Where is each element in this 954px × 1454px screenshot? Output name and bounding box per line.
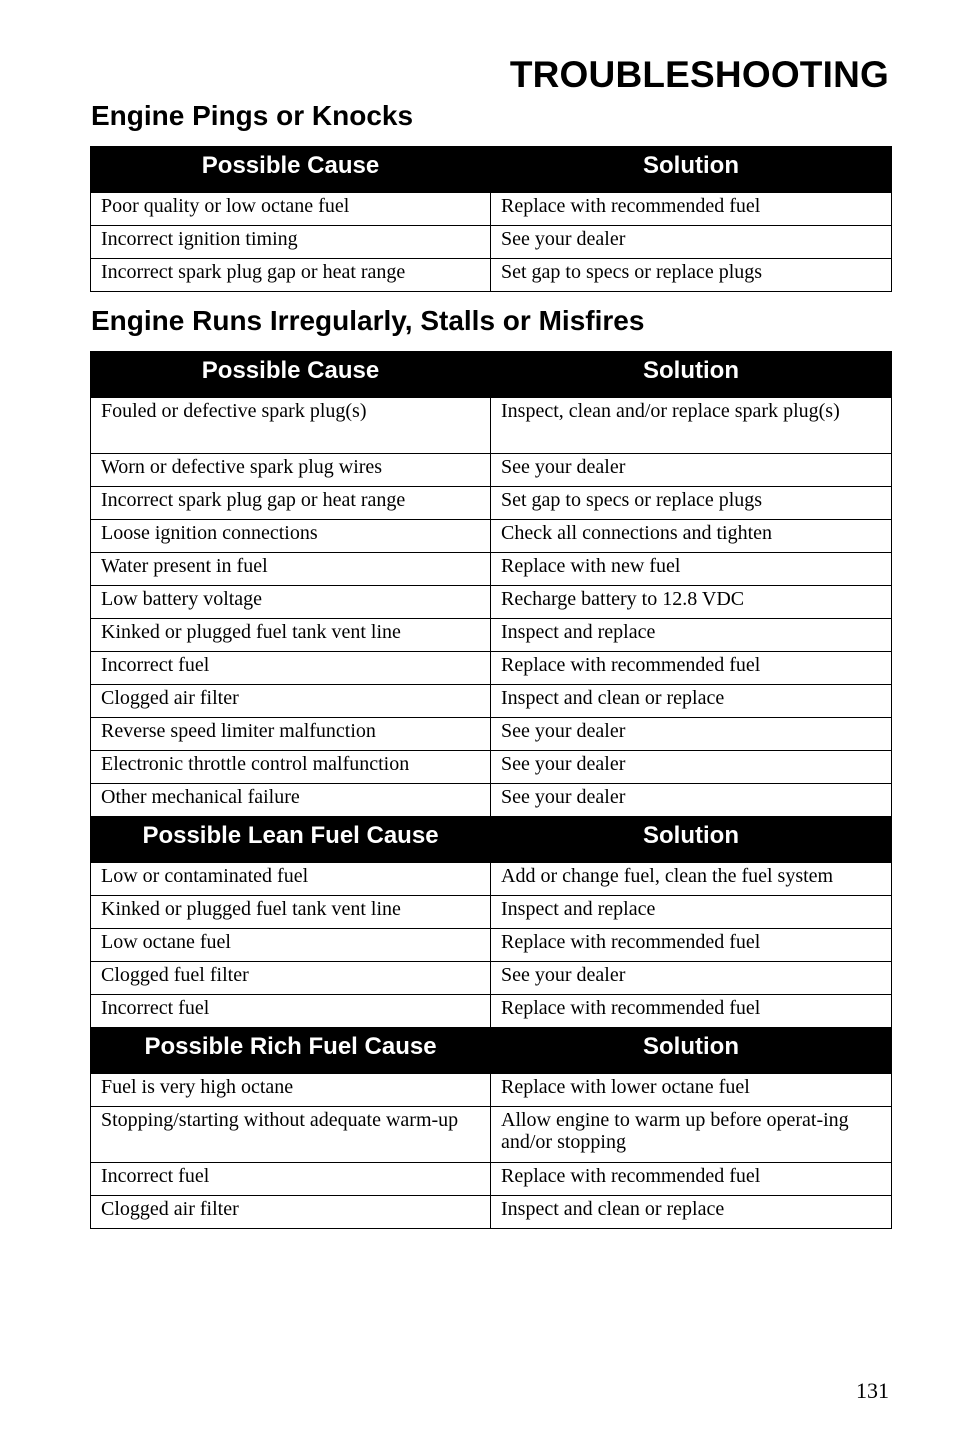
cause-column-header: Possible Cause: [91, 352, 491, 398]
solution-cell: Recharge battery to 12.8 VDC: [491, 586, 892, 619]
solution-cell: Add or change fuel, clean the fuel system: [491, 863, 892, 896]
solution-cell: Replace with new fuel: [491, 553, 892, 586]
solution-cell: See your dealer: [491, 751, 892, 784]
table-row: [91, 398, 892, 454]
section-heading-engine-runs-irregularly: Engine Runs Irregularly, Stalls or Misfires: [91, 305, 645, 336]
solution-cell: Replace with recommended fuel: [491, 929, 892, 962]
solution-cell: See your dealer: [491, 962, 892, 995]
table-row: [91, 520, 892, 553]
cause-cell: Incorrect spark plug gap or heat range: [91, 259, 491, 292]
solution-cell: Inspect, clean and/or replace spark plug(s): [491, 398, 892, 454]
cause-cell: Incorrect ignition timing: [91, 226, 491, 259]
solution-cell: See your dealer: [491, 784, 892, 817]
cause-cell: Stopping/starting without adequate warm-up: [91, 1107, 491, 1163]
table-row: [91, 1107, 892, 1163]
cause-cell: Other mechanical failure: [91, 784, 491, 817]
table-header-row-rich: [91, 1028, 892, 1074]
table-row: [91, 718, 892, 751]
cause-cell: Incorrect fuel: [91, 995, 491, 1028]
cause-cell: Kinked or plugged fuel tank vent line: [91, 896, 491, 929]
table-row: [91, 619, 892, 652]
table-row: [91, 751, 892, 784]
solution-cell: Inspect and replace: [491, 896, 892, 929]
table-row: [91, 1074, 892, 1107]
cause-cell: Fouled or defective spark plug(s): [91, 398, 491, 454]
solution-column-header: Solution: [491, 1028, 892, 1074]
cause-cell: Low or contaminated fuel: [91, 863, 491, 896]
table-row: [91, 1196, 892, 1229]
cause-cell: Low battery voltage: [91, 586, 491, 619]
solution-cell: Inspect and clean or replace: [491, 1196, 892, 1229]
solution-cell: See your dealer: [491, 718, 892, 751]
cause-cell: Clogged air filter: [91, 685, 491, 718]
table-row: [91, 995, 892, 1028]
table-row: [91, 929, 892, 962]
engine-runs-irregularly-table: [90, 351, 892, 1229]
table-row: [91, 193, 892, 226]
section-heading-engine-pings: Engine Pings or Knocks: [91, 100, 414, 131]
lean-cause-column-header: Possible Lean Fuel Cause: [91, 817, 491, 863]
table-row: [91, 553, 892, 586]
cause-cell: Kinked or plugged fuel tank vent line: [91, 619, 491, 652]
cause-cell: Worn or defective spark plug wires: [91, 454, 491, 487]
solution-cell: Allow engine to warm up before operat-ing and/or stopping: [491, 1107, 892, 1163]
solution-cell: Replace with recommended fuel: [491, 193, 892, 226]
rich-cause-column-header: Possible Rich Fuel Cause: [91, 1028, 491, 1074]
table-header-row: [91, 352, 892, 398]
cause-cell: Fuel is very high octane: [91, 1074, 491, 1107]
solution-cell: Inspect and clean or replace: [491, 685, 892, 718]
solution-cell: Check all connections and tighten: [491, 520, 892, 553]
table-row: [91, 226, 892, 259]
solution-cell: See your dealer: [491, 226, 892, 259]
table-row: [91, 685, 892, 718]
table-row: [91, 586, 892, 619]
engine-pings-table: [90, 146, 892, 292]
cause-cell: Incorrect fuel: [91, 1163, 491, 1196]
table-row: [91, 1163, 892, 1196]
solution-cell: See your dealer: [491, 454, 892, 487]
solution-cell: Replace with recommended fuel: [491, 995, 892, 1028]
cause-cell: Clogged air filter: [91, 1196, 491, 1229]
solution-column-header: Solution: [491, 817, 892, 863]
table-row: [91, 962, 892, 995]
table-row: [91, 259, 892, 292]
cause-cell: Low octane fuel: [91, 929, 491, 962]
table-row: [91, 652, 892, 685]
table-row: [91, 454, 892, 487]
cause-cell: Reverse speed limiter malfunction: [91, 718, 491, 751]
table-row: [91, 487, 892, 520]
solution-cell: Replace with lower octane fuel: [491, 1074, 892, 1107]
cause-cell: Electronic throttle control malfunction: [91, 751, 491, 784]
cause-cell: Poor quality or low octane fuel: [91, 193, 491, 226]
cause-column-header: Possible Cause: [91, 147, 491, 193]
solution-cell: Inspect and replace: [491, 619, 892, 652]
solution-cell: Set gap to specs or replace plugs: [491, 487, 892, 520]
cause-cell: Incorrect fuel: [91, 652, 491, 685]
cause-cell: Clogged fuel filter: [91, 962, 491, 995]
cause-cell: Water present in fuel: [91, 553, 491, 586]
cause-cell: Loose ignition connections: [91, 520, 491, 553]
page-title: TROUBLESHOOTING: [509, 54, 889, 95]
table-header-row-lean: [91, 817, 892, 863]
page-number: 131: [856, 1378, 889, 1403]
table-row: [91, 896, 892, 929]
solution-column-header: Solution: [491, 352, 892, 398]
solution-cell: Set gap to specs or replace plugs: [491, 259, 892, 292]
cause-cell: Incorrect spark plug gap or heat range: [91, 487, 491, 520]
table-header-row: [91, 147, 892, 193]
solution-column-header: Solution: [491, 147, 892, 193]
solution-cell: Replace with recommended fuel: [491, 652, 892, 685]
solution-cell: Replace with recommended fuel: [491, 1163, 892, 1196]
table-row: [91, 784, 892, 817]
table-row: [91, 863, 892, 896]
